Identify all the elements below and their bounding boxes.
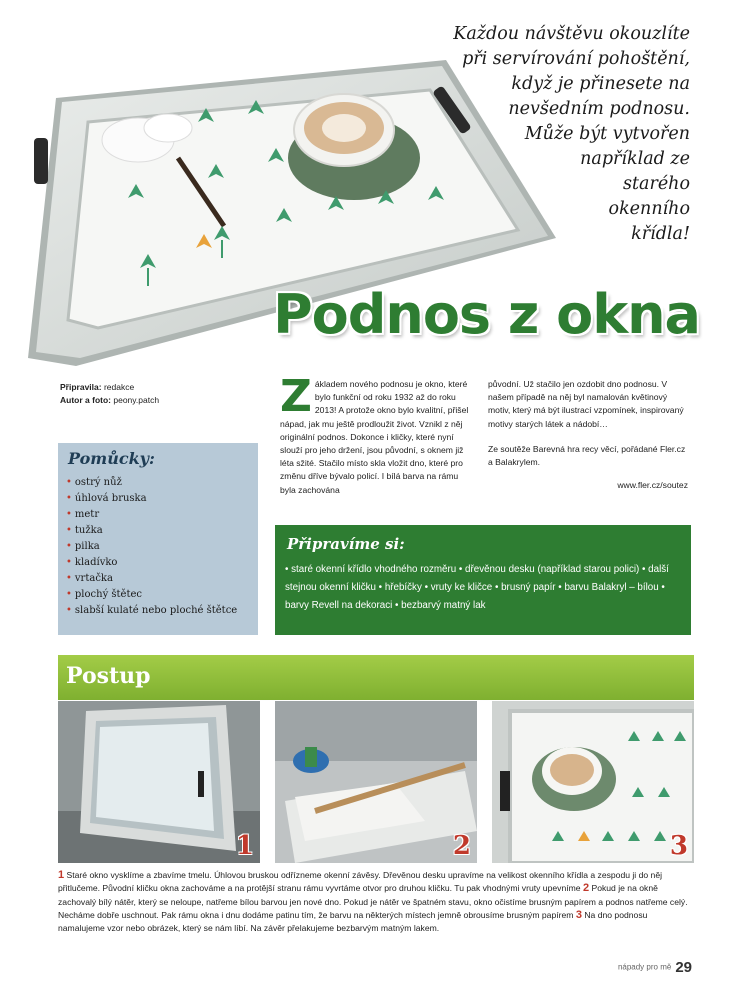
intro-line: Každou návštěvu okouzlíte <box>453 24 690 44</box>
instructions-text <box>58 869 694 935</box>
prepare-box <box>275 525 691 635</box>
page-title: Podnos z okna <box>273 283 700 346</box>
bullet-icon: • <box>66 477 72 488</box>
credit-photo-label: Autor a foto: <box>60 395 111 405</box>
painting-image <box>275 701 477 863</box>
article-text-1: ákladem nového podnosu je okno, které bylo funkční od roku 1932 až do roku 2013! A protože okno bylo kvalitní, přišel nápad, jak mu ještě prodloužit život. Vznikl z něj originální podnos. Dokonce i kličky, které nyní slouží pro jeho držení, jsou původní, s oknem již léta sžité. Stačilo místo skla vložit dno, které pro změnu dříve bývalo policí. I bílá barva na rámu byla zachována <box>280 379 469 495</box>
intro-line: starého <box>623 174 690 194</box>
postup-header <box>58 655 694 700</box>
step-marker-2: 2 <box>582 882 590 895</box>
intro-line: Může být vytvořen <box>524 124 690 144</box>
finished-tray-image <box>492 701 694 863</box>
tool-item <box>66 603 237 619</box>
tool-label: tužka <box>74 525 103 536</box>
page-footer <box>618 959 692 976</box>
bullet-icon: • <box>66 589 72 600</box>
intro-line: například ze <box>580 149 690 169</box>
article-column-1 <box>280 371 476 497</box>
intro-line: okenního <box>608 199 690 219</box>
postup-title: Postup <box>66 663 151 689</box>
tool-item <box>66 555 237 571</box>
tool-item <box>66 475 237 491</box>
tool-label: plochý štětec <box>74 589 143 600</box>
tool-label: metr <box>74 509 100 520</box>
tool-label: úhlová bruska <box>74 493 147 504</box>
intro-line: když je přinesete na <box>511 74 690 94</box>
tool-item <box>66 587 237 603</box>
credit-prepared-value: redakce <box>103 382 135 392</box>
intro-line: křídla! <box>631 224 690 244</box>
tool-label: pilka <box>74 541 100 552</box>
article-column-2 <box>488 378 688 492</box>
step-text-1: Staré okno vysklíme a zbavíme tmelu. Úhlovou bruskou odřízneme okenní závěsy. Dřevěnou desku upravíme na velikost okenního křídla a zespodu ji do něj přitlučeme. Původní kličku okna zachováme a na protější stranu rámu vyvrtáme otvor pro druhou kličku. Tu pak vhodnými vruty upevníme <box>58 870 663 894</box>
tools-list <box>66 475 237 619</box>
credit-prepared <box>60 381 159 394</box>
step-photo-1 <box>58 701 260 863</box>
step-photo-3 <box>492 701 694 863</box>
bullet-icon: • <box>66 557 72 568</box>
credit-photo-value: peony.patch <box>113 395 160 405</box>
credit-prepared-label: Připravila: <box>60 382 102 392</box>
tool-item <box>66 539 237 555</box>
step-marker-3: 3 <box>575 908 582 921</box>
bullet-icon: • <box>66 605 72 616</box>
bullet-icon: • <box>66 509 72 520</box>
step-text-2: Pokud je na okně zachovalý bílý nátěr, který se neloupe, natřeme bílou barvou jen nové dno. Pokud je nátěr ve špatném stavu, okno očistíme brusným papírem a podnos natřeme celý. Necháme dobře uschnout. Pak rámu okna i dnu dodáme patinu tím, že barvu na některých místech jemně obrousíme brusným papírem <box>58 883 688 920</box>
step-number-2: 2 <box>452 831 471 861</box>
contest-note: Ze soutěže Barevná hra recy věcí, pořádané Fler.cz a Balakrylem. <box>488 443 686 468</box>
step-number-1: 1 <box>235 831 254 861</box>
tools-box <box>58 443 258 635</box>
prepare-text: • staré okenní křídlo vhodného rozměru • dřevěnou desku (například starou polici) • další stejnou okenní kličku • hřebíčky • vruty ke kličce • brusný papír • barvu Balakryl – bílou • barvy Revell na dekoraci • bezbarvý matný lak <box>285 564 669 611</box>
bullet-icon: • <box>66 573 72 584</box>
window-frame-image <box>58 701 260 863</box>
page-number: 29 <box>675 959 692 976</box>
tool-item <box>66 507 237 523</box>
drop-cap: Z <box>280 371 312 422</box>
bullet-icon: • <box>66 493 72 504</box>
intro-line: nevšedním podnosu. <box>508 99 690 119</box>
bullet-icon: • <box>66 541 72 552</box>
credits <box>60 381 159 407</box>
source-url[interactable]: www.fler.cz/soutez <box>617 480 688 491</box>
prepare-title: Připravíme si: <box>287 535 405 553</box>
step-text-3: Na dno podnosu namalujeme vzor nebo obrázek, který se nám líbí. Na závěr přelakujeme bezbarvým matným lakem. <box>58 909 648 934</box>
tool-item <box>66 491 237 507</box>
tool-item <box>66 571 237 587</box>
bullet-icon: • <box>66 525 72 536</box>
credit-photo <box>60 394 159 407</box>
tool-label: vrtačka <box>74 573 113 584</box>
intro-text <box>390 22 690 247</box>
magazine-name: nápady pro mě <box>617 962 672 972</box>
step-number-3: 3 <box>669 831 688 861</box>
tool-label: kladívko <box>74 557 118 568</box>
tool-label: ostrý nůž <box>74 477 122 488</box>
article-text-2: původní. Už stačilo jen ozdobit dno podnosu. V našem případě na něj byl namalován květinový motiv, který má být ilustrací vzpomínek, inspirovaný motivy starých látek a nádobí… <box>488 379 684 429</box>
tools-title: Pomůcky: <box>68 449 155 468</box>
tool-label: slabší kulaté nebo ploché štětce <box>74 605 238 616</box>
step-marker-1: 1 <box>58 869 65 881</box>
intro-line: při servírování pohoštění, <box>462 49 690 69</box>
tool-item <box>66 523 237 539</box>
step-photo-2 <box>275 701 477 863</box>
